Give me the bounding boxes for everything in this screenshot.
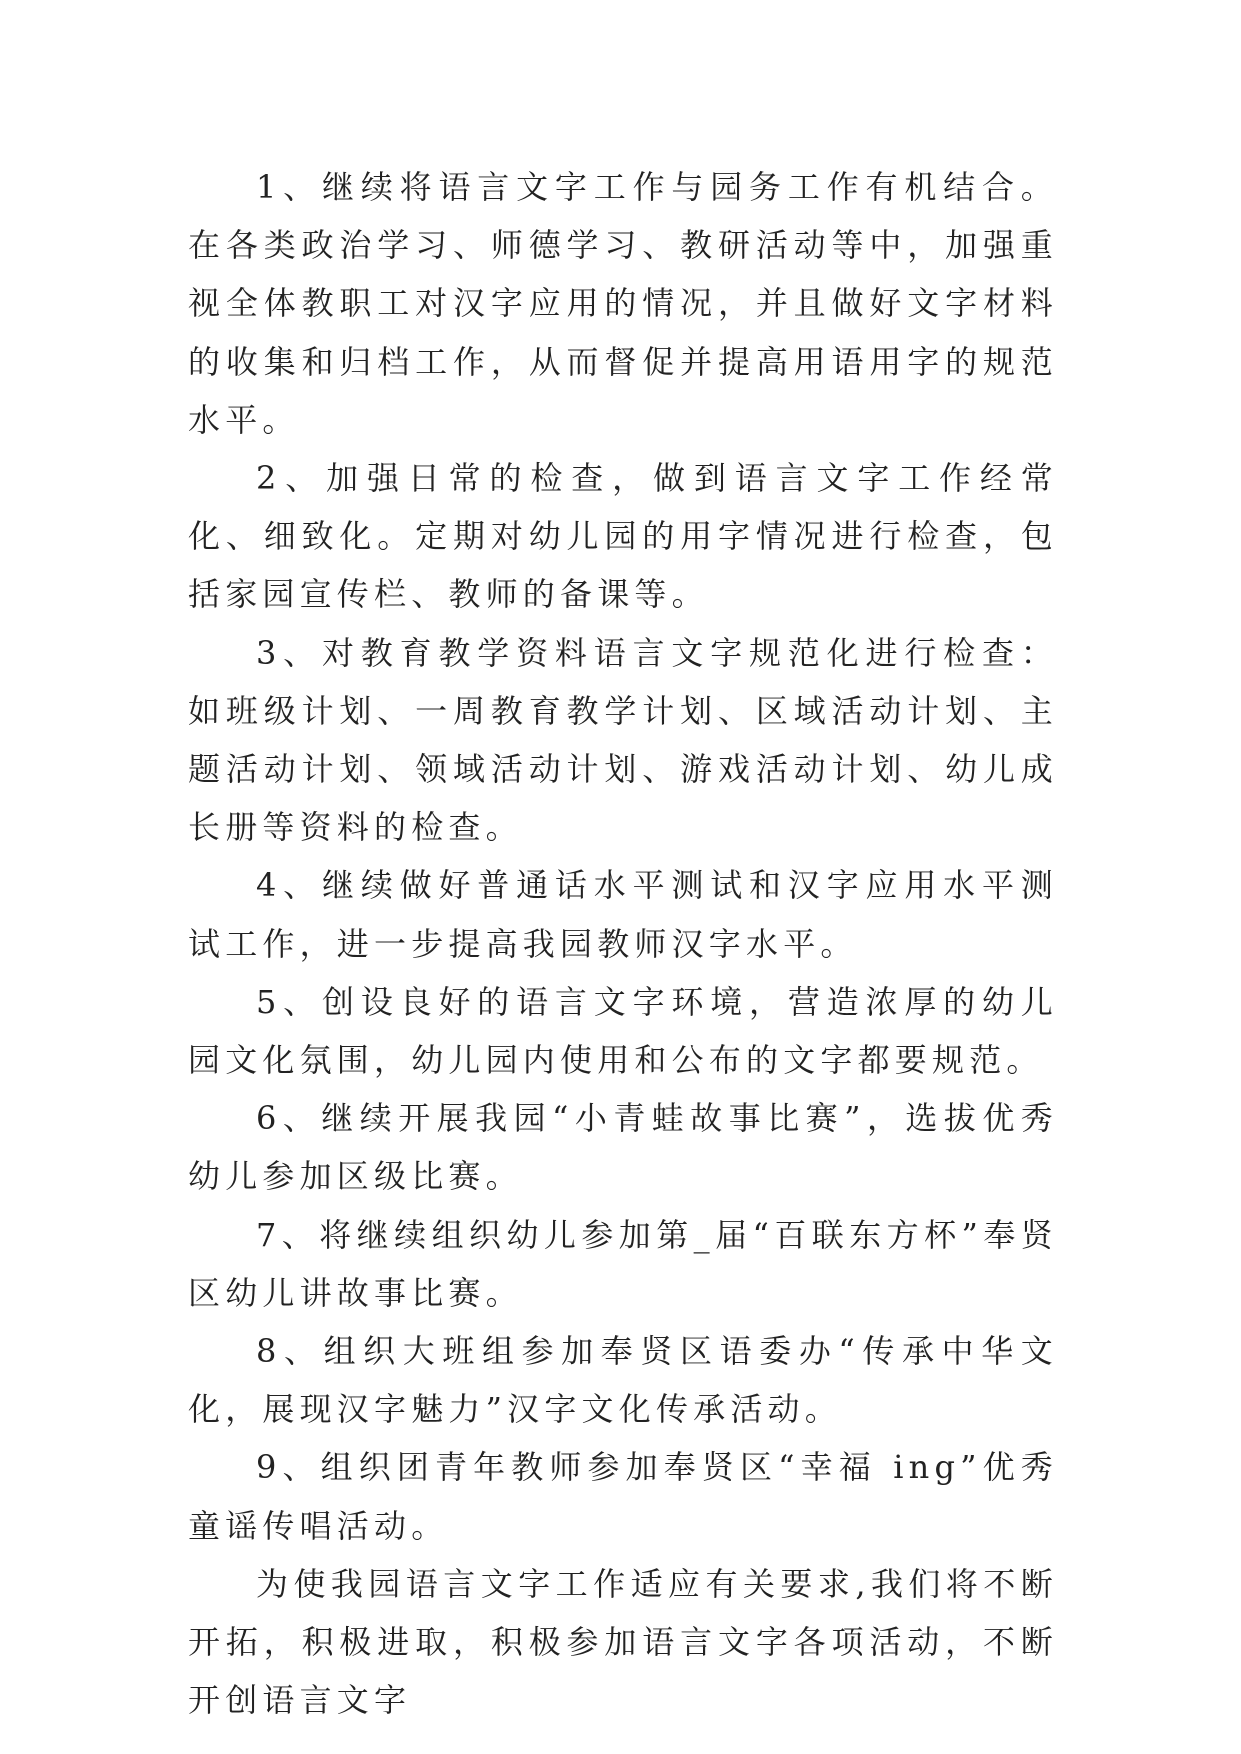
paragraph-item-3: 3、对教育教学资料语言文字规范化进行检查：如班级计划、一周教育教学计划、区域活动计划、主题活动计划、领域活动计划、游戏活动计划、幼儿成长册等资料的检查。 xyxy=(188,633,1058,847)
paragraph-item-4: 4、继续做好普通话水平测试和汉字应用水平测试工作，进一步提高我园教师汉字水平。 xyxy=(188,866,1058,963)
paragraph-item-8: 8、组织大班组参加奉贤区语委办“传承中华文化，展现汉字魅力”汉字文化传承活动。 xyxy=(188,1332,1058,1429)
paragraph-item-5: 5、创设良好的语言文字环境，营造浓厚的幼儿园文化氛围，幼儿园内使用和公布的文字都要规范。 xyxy=(188,982,1058,1080)
paragraph-closing: 为使我园语言文字工作适应有关要求,我们将不断开拓，积极进取，积极参加语言文字各项活动，不断开创语言文字 xyxy=(188,1564,1058,1720)
document-body xyxy=(188,158,1058,1729)
paragraph-item-1: 1、继续将语言文字工作与园务工作有机结合。在各类政治学习、师德学习、教研活动等中，加强重视全体教职工对汉字应用的情况，并且做好文字材料的收集和归档工作，从而督促并提高用语用字的规范水平。 xyxy=(188,168,1058,439)
paragraph-item-9: 9、组织团青年教师参加奉贤区“幸福 ing”优秀童谣传唱活动。 xyxy=(188,1448,1058,1545)
paragraph-item-7: 7、将继续组织幼儿参加第_届“百联东方杯”奉贤区幼儿讲故事比赛。 xyxy=(188,1215,1058,1312)
paragraph-item-2: 2、加强日常的检查，做到语言文字工作经常化、细致化。定期对幼儿园的用字情况进行检查，包括家园宣传栏、教师的备课等。 xyxy=(188,459,1058,614)
paragraph-item-6: 6、继续开展我园“小青蛙故事比赛”，选拔优秀幼儿参加区级比赛。 xyxy=(188,1099,1058,1196)
